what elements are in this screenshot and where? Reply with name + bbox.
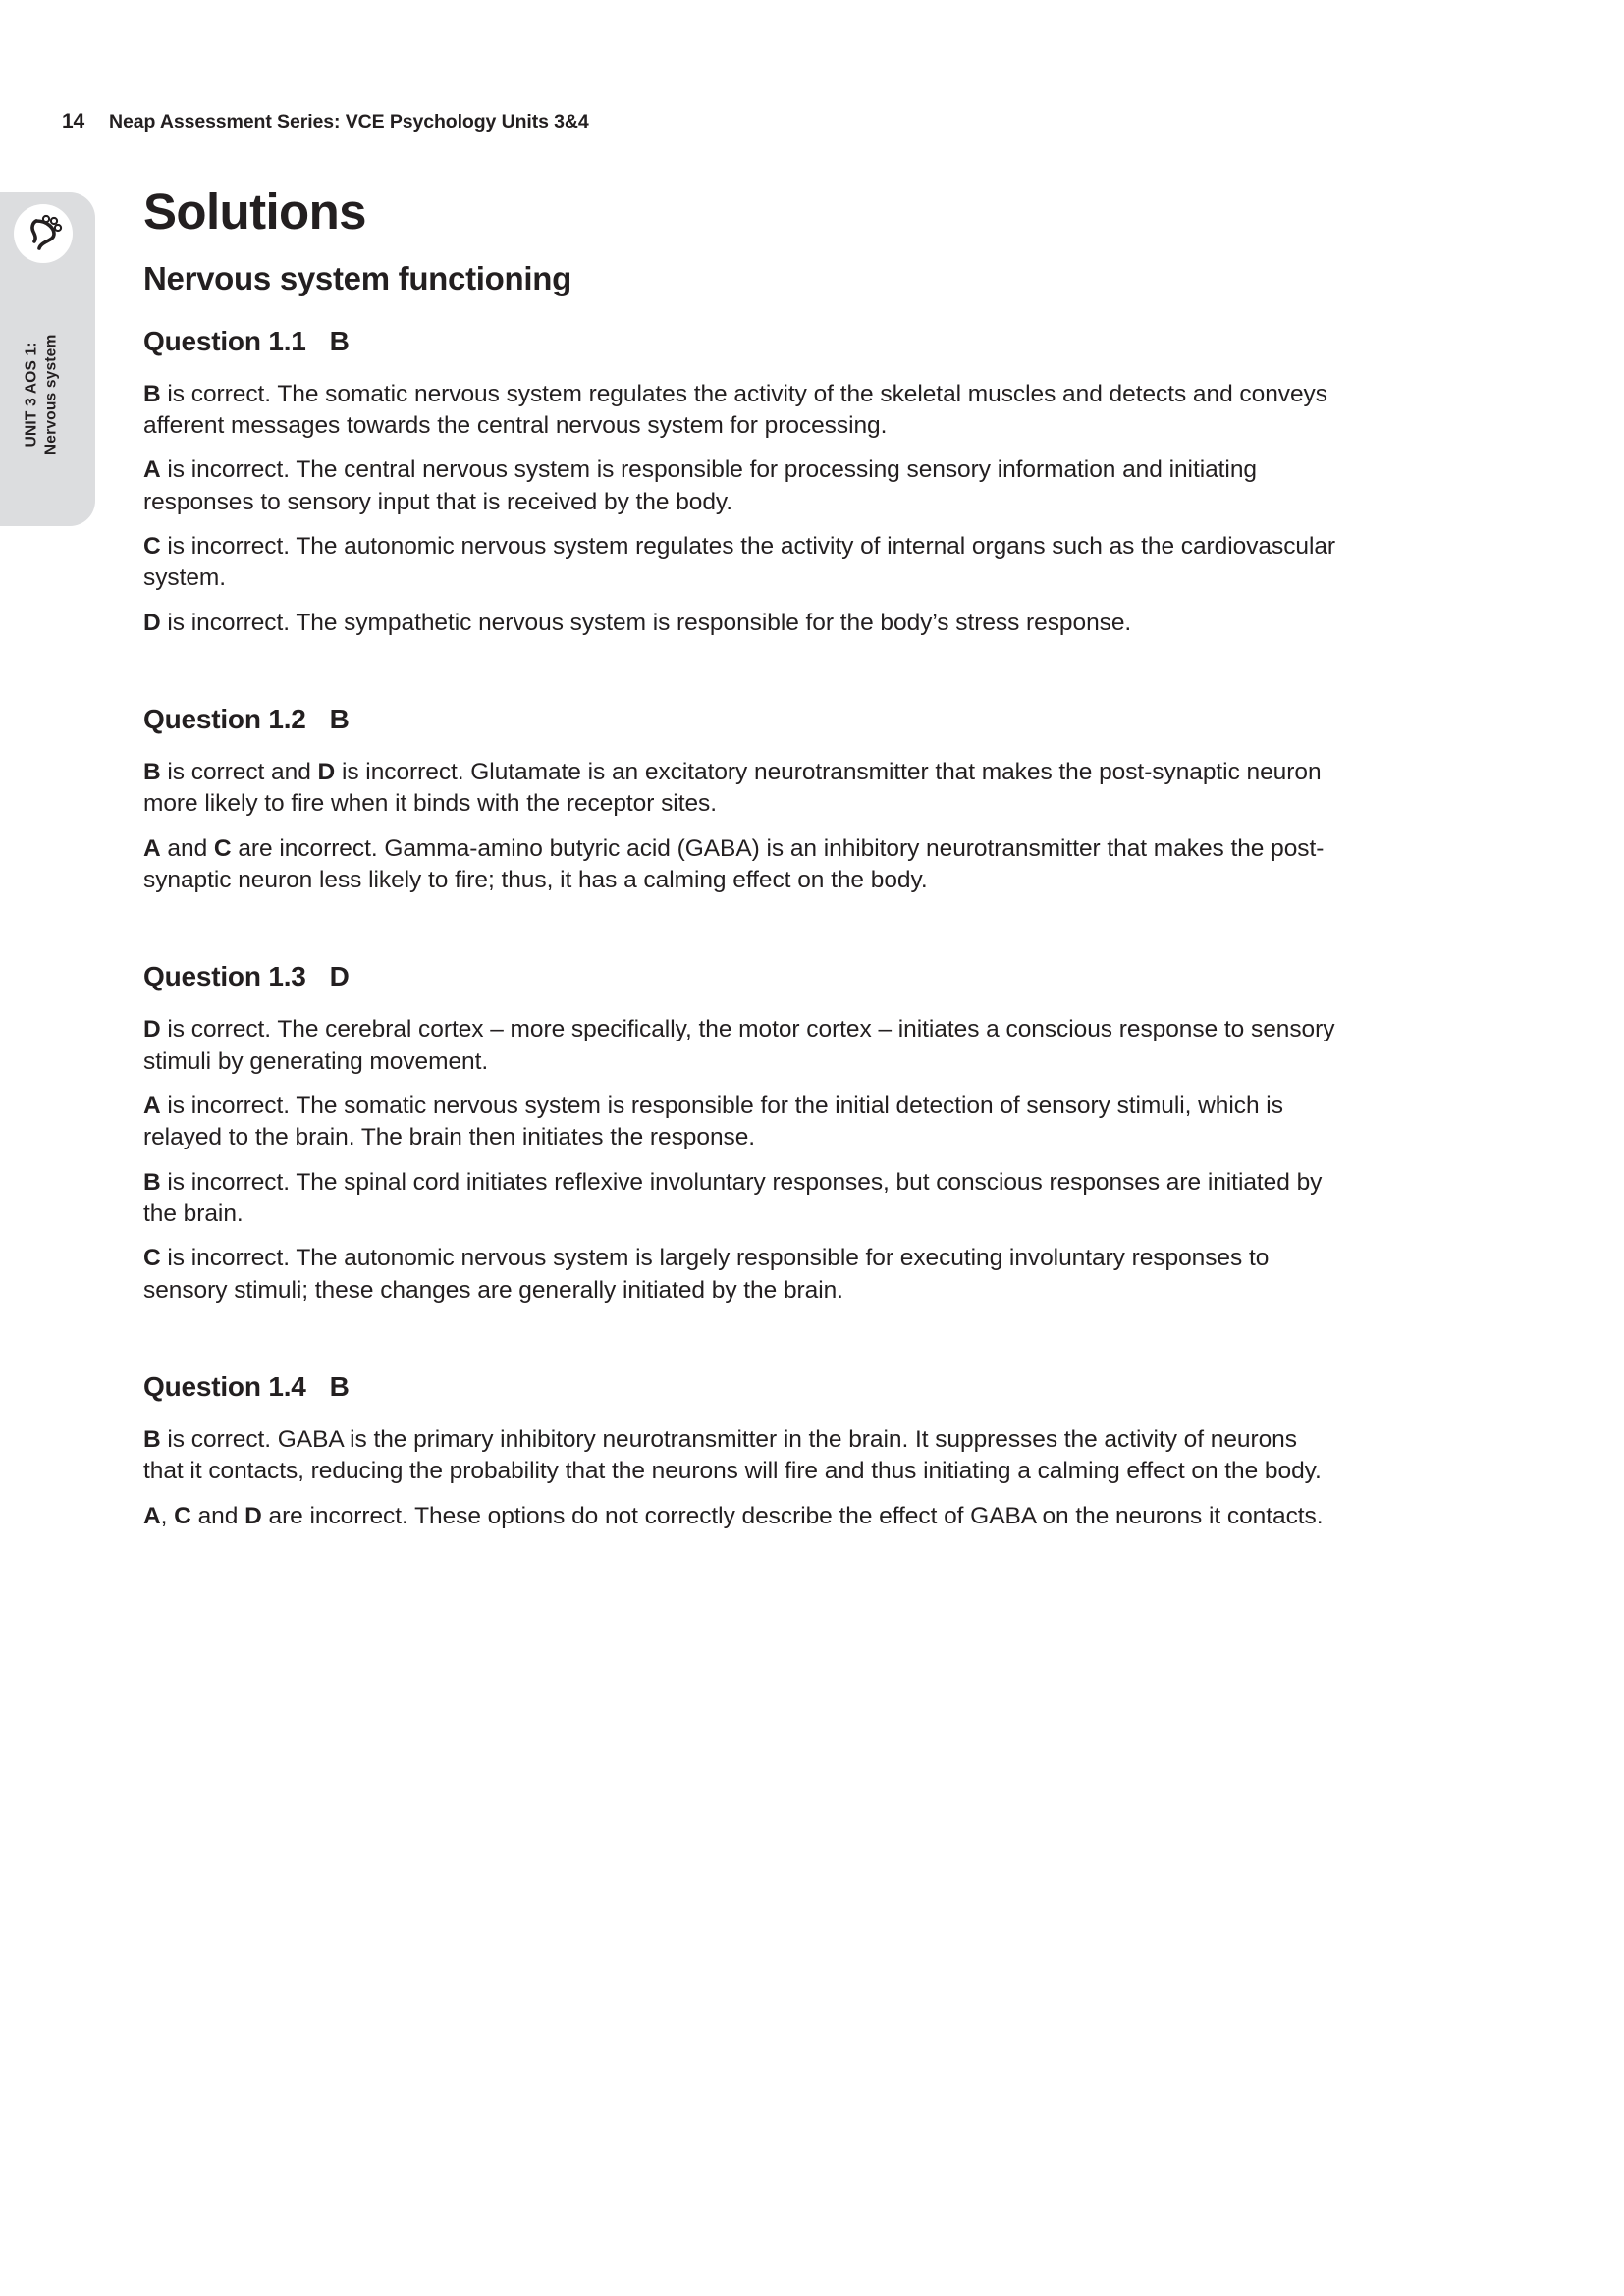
question-answer: B [329, 325, 350, 356]
explanation-connector: is correct and [160, 758, 318, 785]
explanation-paragraph [143, 1167, 1343, 1231]
explanation-paragraph [143, 1424, 1343, 1488]
explanation-text: is incorrect. The sympathetic nervous system is responsible for the body’s stress response. [160, 609, 1132, 636]
option-letter: A [143, 1092, 161, 1119]
question-answer: D [329, 961, 350, 992]
question-answer: B [329, 703, 350, 734]
neuron-synapse-icon [14, 204, 73, 263]
explanation-text: are incorrect. These options do not correctly describe the effect of GABA on the neurons it contacts. [261, 1502, 1324, 1529]
question-heading [143, 1371, 1479, 1403]
explanation-text: is incorrect. The autonomic nervous system regulates the activity of internal organs such as the cardiovascular system. [143, 532, 1336, 592]
section-title: Nervous system functioning [143, 260, 571, 296]
question-block-1-4 [143, 1371, 1479, 1532]
question-heading [143, 704, 1479, 735]
question-label: Question 1.4 [143, 1370, 306, 1402]
explanation-paragraph [143, 757, 1343, 821]
option-letter: B [143, 758, 161, 785]
explanation-text: is incorrect. The autonomic nervous system is largely responsible for executing involuntary responses to sensory stimuli; these changes are generally initiated by the brain. [143, 1245, 1270, 1304]
main-content [143, 184, 1479, 1532]
question-block-1-3 [143, 961, 1479, 1307]
option-letter: D [244, 1502, 262, 1529]
explanation-paragraph [143, 531, 1343, 595]
question-block-1-1 [143, 326, 1479, 639]
explanation-text: is correct. The cerebral cortex – more specifically, the motor cortex – initiates a conscious response to sensory stimuli by generating movement. [143, 1016, 1335, 1075]
explanation-paragraph [143, 833, 1343, 897]
page-number: 14 [62, 110, 84, 133]
explanation-paragraph [143, 608, 1343, 639]
explanation-paragraph [143, 1243, 1343, 1307]
option-letter: A [143, 456, 161, 484]
option-letter: D [143, 1016, 161, 1043]
question-label: Question 1.3 [143, 961, 306, 992]
unit-side-tab-label [0, 279, 95, 510]
option-letter: A [143, 1502, 161, 1529]
explanation-connector: and [190, 1502, 245, 1529]
question-answer: B [329, 1370, 350, 1402]
question-label: Question 1.2 [143, 703, 306, 734]
explanation-paragraph [143, 379, 1343, 443]
header-title: Neap Assessment Series: VCE Psychology Units 3&4 [108, 111, 589, 133]
option-letter: C [174, 1502, 191, 1529]
option-letter: C [213, 834, 232, 862]
explanation-connector: and [160, 834, 214, 862]
option-letter: D [317, 758, 336, 785]
explanation-paragraph [143, 1014, 1343, 1078]
explanation-connector: , [160, 1502, 175, 1529]
unit-side-tab-line1: UNIT 3 AOS 1: [23, 342, 40, 448]
option-letter: B [143, 1168, 161, 1196]
explanation-text: is incorrect. The central nervous system is responsible for processing sensory information and initiating responses to sensory input that is received by the body. [143, 456, 1257, 515]
option-letter: B [143, 380, 161, 407]
explanation-text: is incorrect. The somatic nervous system is responsible for the initial detection of sensory stimuli, which is relayed to the brain. The brain then initiates the response. [143, 1092, 1283, 1151]
option-letter: C [143, 532, 161, 560]
explanation-text: are incorrect. Gamma-amino butyric acid (GABA) is an inhibitory neurotransmitter that makes the post-synaptic neuron less likely to fire; thus, it has a calming effect on the body. [143, 834, 1325, 893]
explanation-paragraph [143, 454, 1343, 518]
explanation-text: is correct. The somatic nervous system regulates the activity of the skeletal muscles and detects and conveys afferent messages towards the central nervous system for processing. [143, 380, 1327, 439]
option-letter: D [143, 609, 161, 636]
question-heading [143, 961, 1479, 992]
page-header [62, 110, 589, 133]
explanation-paragraph [143, 1501, 1343, 1532]
page-title: Solutions [143, 184, 366, 240]
explanation-text: is incorrect. Glutamate is an excitatory neurotransmitter that makes the post-synaptic neuron more likely to fire when it binds with the receptor sites. [143, 758, 1322, 818]
option-letter: C [143, 1245, 161, 1272]
question-block-1-2 [143, 704, 1479, 896]
unit-side-tab [0, 192, 95, 526]
explanation-text: is incorrect. The spinal cord initiates reflexive involuntary responses, but conscious responses are initiated by the brain. [143, 1168, 1323, 1227]
unit-side-tab-line2: Nervous system [42, 334, 60, 455]
option-letter: B [143, 1425, 161, 1453]
question-label: Question 1.1 [143, 325, 306, 356]
explanation-text: is correct. GABA is the primary inhibitory neurotransmitter in the brain. It suppresses the activity of neurons that it contacts, reducing the probability that the neurons will fire and thus initiating a calming effect on the body. [143, 1425, 1322, 1485]
explanation-paragraph [143, 1091, 1343, 1154]
question-heading [143, 326, 1479, 357]
option-letter: A [143, 834, 161, 862]
